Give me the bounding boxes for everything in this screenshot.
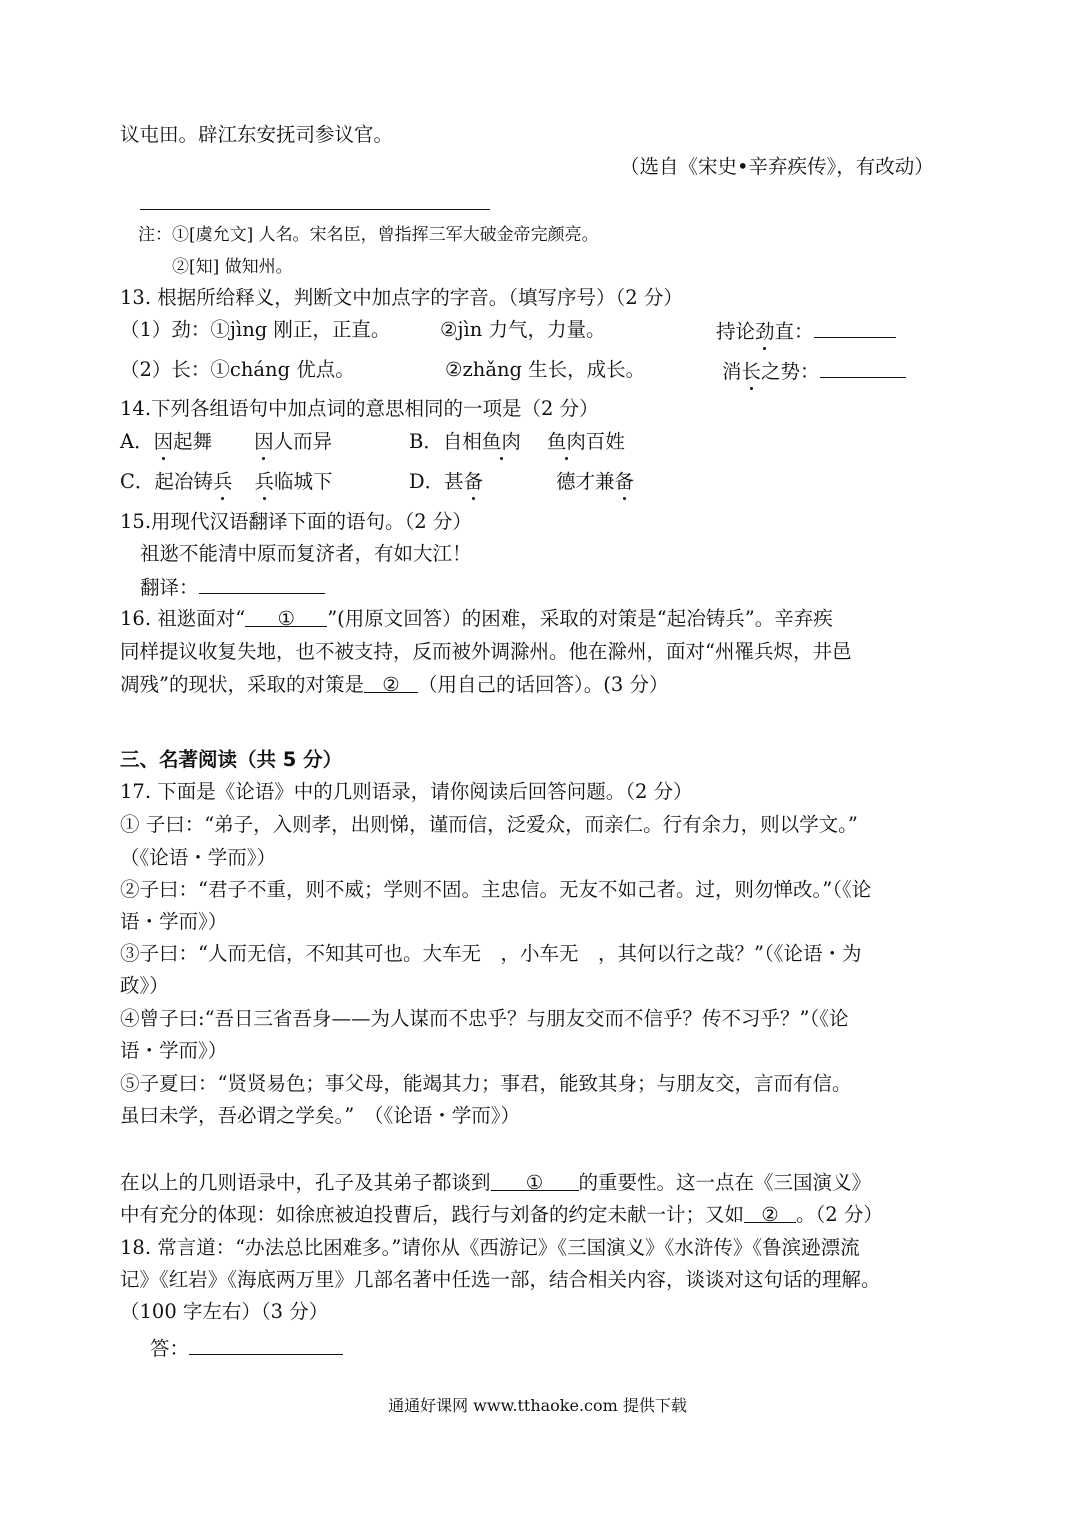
q17-quote-3-line-2: 政》） (120, 974, 169, 997)
q13-title: 13. 根据所给释义，判断文中加点字的字音。（填写序号）（2 分） (120, 286, 683, 309)
q13-r2-answer-blank[interactable] (820, 357, 906, 378)
q18-answer-label: 答： (150, 1337, 190, 1360)
footnote-divider (140, 209, 490, 210)
dotted-char: 因 (153, 430, 174, 453)
dotted-char: 备 (463, 470, 484, 493)
q14-option-d-b: 德才兼备 (556, 470, 635, 493)
q17-quote-2-line-2: 语・学而》） (120, 910, 228, 933)
q13-r1-def-b: ②jìn 力气，力量。 (440, 318, 606, 341)
q13-row-1 (120, 317, 390, 343)
q17-title: 17. 下面是《论语》中的几则语录，请你阅读后回答问题。（2 分） (120, 780, 693, 803)
q13-r2-def-a: （2）长：①cháng 优点。 (120, 358, 355, 381)
footnote-1: 注：①[虞允文] 人名。宋名臣，曾指挥三军大破金帝完颜亮。 (138, 225, 599, 245)
q17-quote-3-line-1: ③子曰：“人而无信，不知其可也。大车无 ，小车无 ，其何以行之哉？”（《论语・为 (120, 942, 862, 965)
q13-r2-def-b: ②zhǎng 生长，成长。 (445, 358, 646, 381)
dotted-char: 因 (254, 430, 274, 453)
dotted-char: 鱼肉 (546, 430, 586, 453)
dotted-char: 兵 (212, 470, 233, 493)
q14-option-b: B．自相鱼肉 鱼肉百姓 (409, 430, 625, 453)
q17-quote-5-line-2: 虽曰未学，吾必谓之学矣。” （《论语・学而》） (120, 1104, 520, 1127)
q16-line-2: 同样提议收复失地，也不被支持，反而被外调滁州。他在滁州，面对“州罹兵烬，井邑 (120, 640, 852, 663)
passage-last-line: 议屯田。辟江东安抚司参议官。 (120, 123, 394, 146)
q15-answer-label: 翻译： (140, 576, 199, 599)
q18-answer (150, 1334, 343, 1362)
page-footer: 通通好课网 www.tthaoke.com 提供下载 (388, 1396, 687, 1415)
q15-answer (140, 573, 325, 601)
q18-line-1: 18. 常言道：“办法总比困难多。”请你从《西游记》《三国演义》《水浒传》《鲁滨逊漂流 (120, 1236, 860, 1259)
q13-r1-question: 持论劲直： (716, 317, 896, 345)
q16-blank-2[interactable]: ② (364, 672, 418, 693)
passage-source: （选自《宋史•辛弃疾传》，有改动） (620, 155, 934, 178)
q17-quote-5-line-1: ⑤子夏曰：“贤贤易色；事父母，能竭其力；事君，能致其身；与朋友交，言而有信。 (120, 1072, 852, 1095)
q14-option-c: C．起冶铸兵 兵临城下 (120, 470, 333, 493)
dotted-char: 备 (614, 470, 635, 493)
q17-question-line-2: 中有充分的体现：如徐庶被迫投曹后，践行与刘备的约定未献一计；又如 ② 。（2 分） (120, 1203, 883, 1226)
q18-answer-blank[interactable] (189, 1334, 343, 1355)
footnote-2: ②[知] 做知州。 (172, 257, 293, 277)
dotted-char: 长 (741, 360, 762, 383)
q13-r1-def-a: （1）劲：①jìng 刚正，正直。 (120, 318, 391, 341)
section-3-heading: 三、名著阅读（共 5 分） (120, 748, 343, 771)
q15-answer-blank[interactable] (199, 573, 325, 594)
q18-line-2: 记》《红岩》《海底两万里》几部名著中任选一部，结合相关内容，谈谈对这句话的理解。 (120, 1268, 881, 1291)
dotted-char: 劲 (755, 320, 775, 343)
q16-line-3: 凋残”的现状，采取的对策是 ② （用自己的话回答）。(3 分） (120, 673, 669, 696)
dotted-char: 鱼肉 (481, 430, 521, 453)
q14-option-d: D．甚备 (409, 470, 484, 493)
q17-quote-2-line-1: ②子曰：“君子不重，则不威；学则不固。主忠信。无友不如己者。过，则勿惮改。”（《论 (120, 878, 872, 901)
q16-line-1: 16. 祖逖面对“ ① ”(用原文回答）的困难，采取的对策是“起冶铸兵”。辛弃疾 (120, 607, 833, 630)
q17-blank-2[interactable]: ② (744, 1202, 796, 1223)
q17-question-line-1: 在以上的几则语录中，孔子及其弟子都谈到 ① 的重要性。这一点在《三国演义》 (120, 1171, 872, 1194)
q18-line-3: （100 字左右）（3 分） (120, 1300, 329, 1323)
q17-quote-4-line-2: 语・学而》） (120, 1039, 228, 1062)
q14-title: 14.下列各组语句中加点词的意思相同的一项是（2 分） (120, 397, 599, 420)
q14-option-a: A．因起舞 因人而异 (120, 430, 333, 453)
q13-r1-answer-blank[interactable] (814, 317, 896, 338)
q17-quote-1-line-2: （《论语・学而》） (120, 846, 277, 869)
q17-blank-1[interactable]: ① (491, 1170, 579, 1191)
q13-r2-question: 消长之势： (722, 357, 906, 385)
q16-blank-1[interactable]: ① (245, 606, 327, 627)
q15-sentence: 祖逖不能清中原而复济者，有如大江！ (140, 542, 472, 565)
q15-title: 15.用现代汉语翻译下面的语句。（2 分） (120, 510, 472, 533)
q17-quote-4-line-1: ④曾子曰:“吾日三省吾身——为人谋而不忠乎？与朋友交而不信乎？传不习乎？”（《论 (120, 1007, 849, 1030)
dotted-char: 兵 (254, 470, 274, 493)
q17-quote-1-line-1: ① 子曰：“弟子，入则孝，出则悌，谨而信，泛爱众，而亲仁。行有余力，则以学文。” (120, 813, 858, 836)
